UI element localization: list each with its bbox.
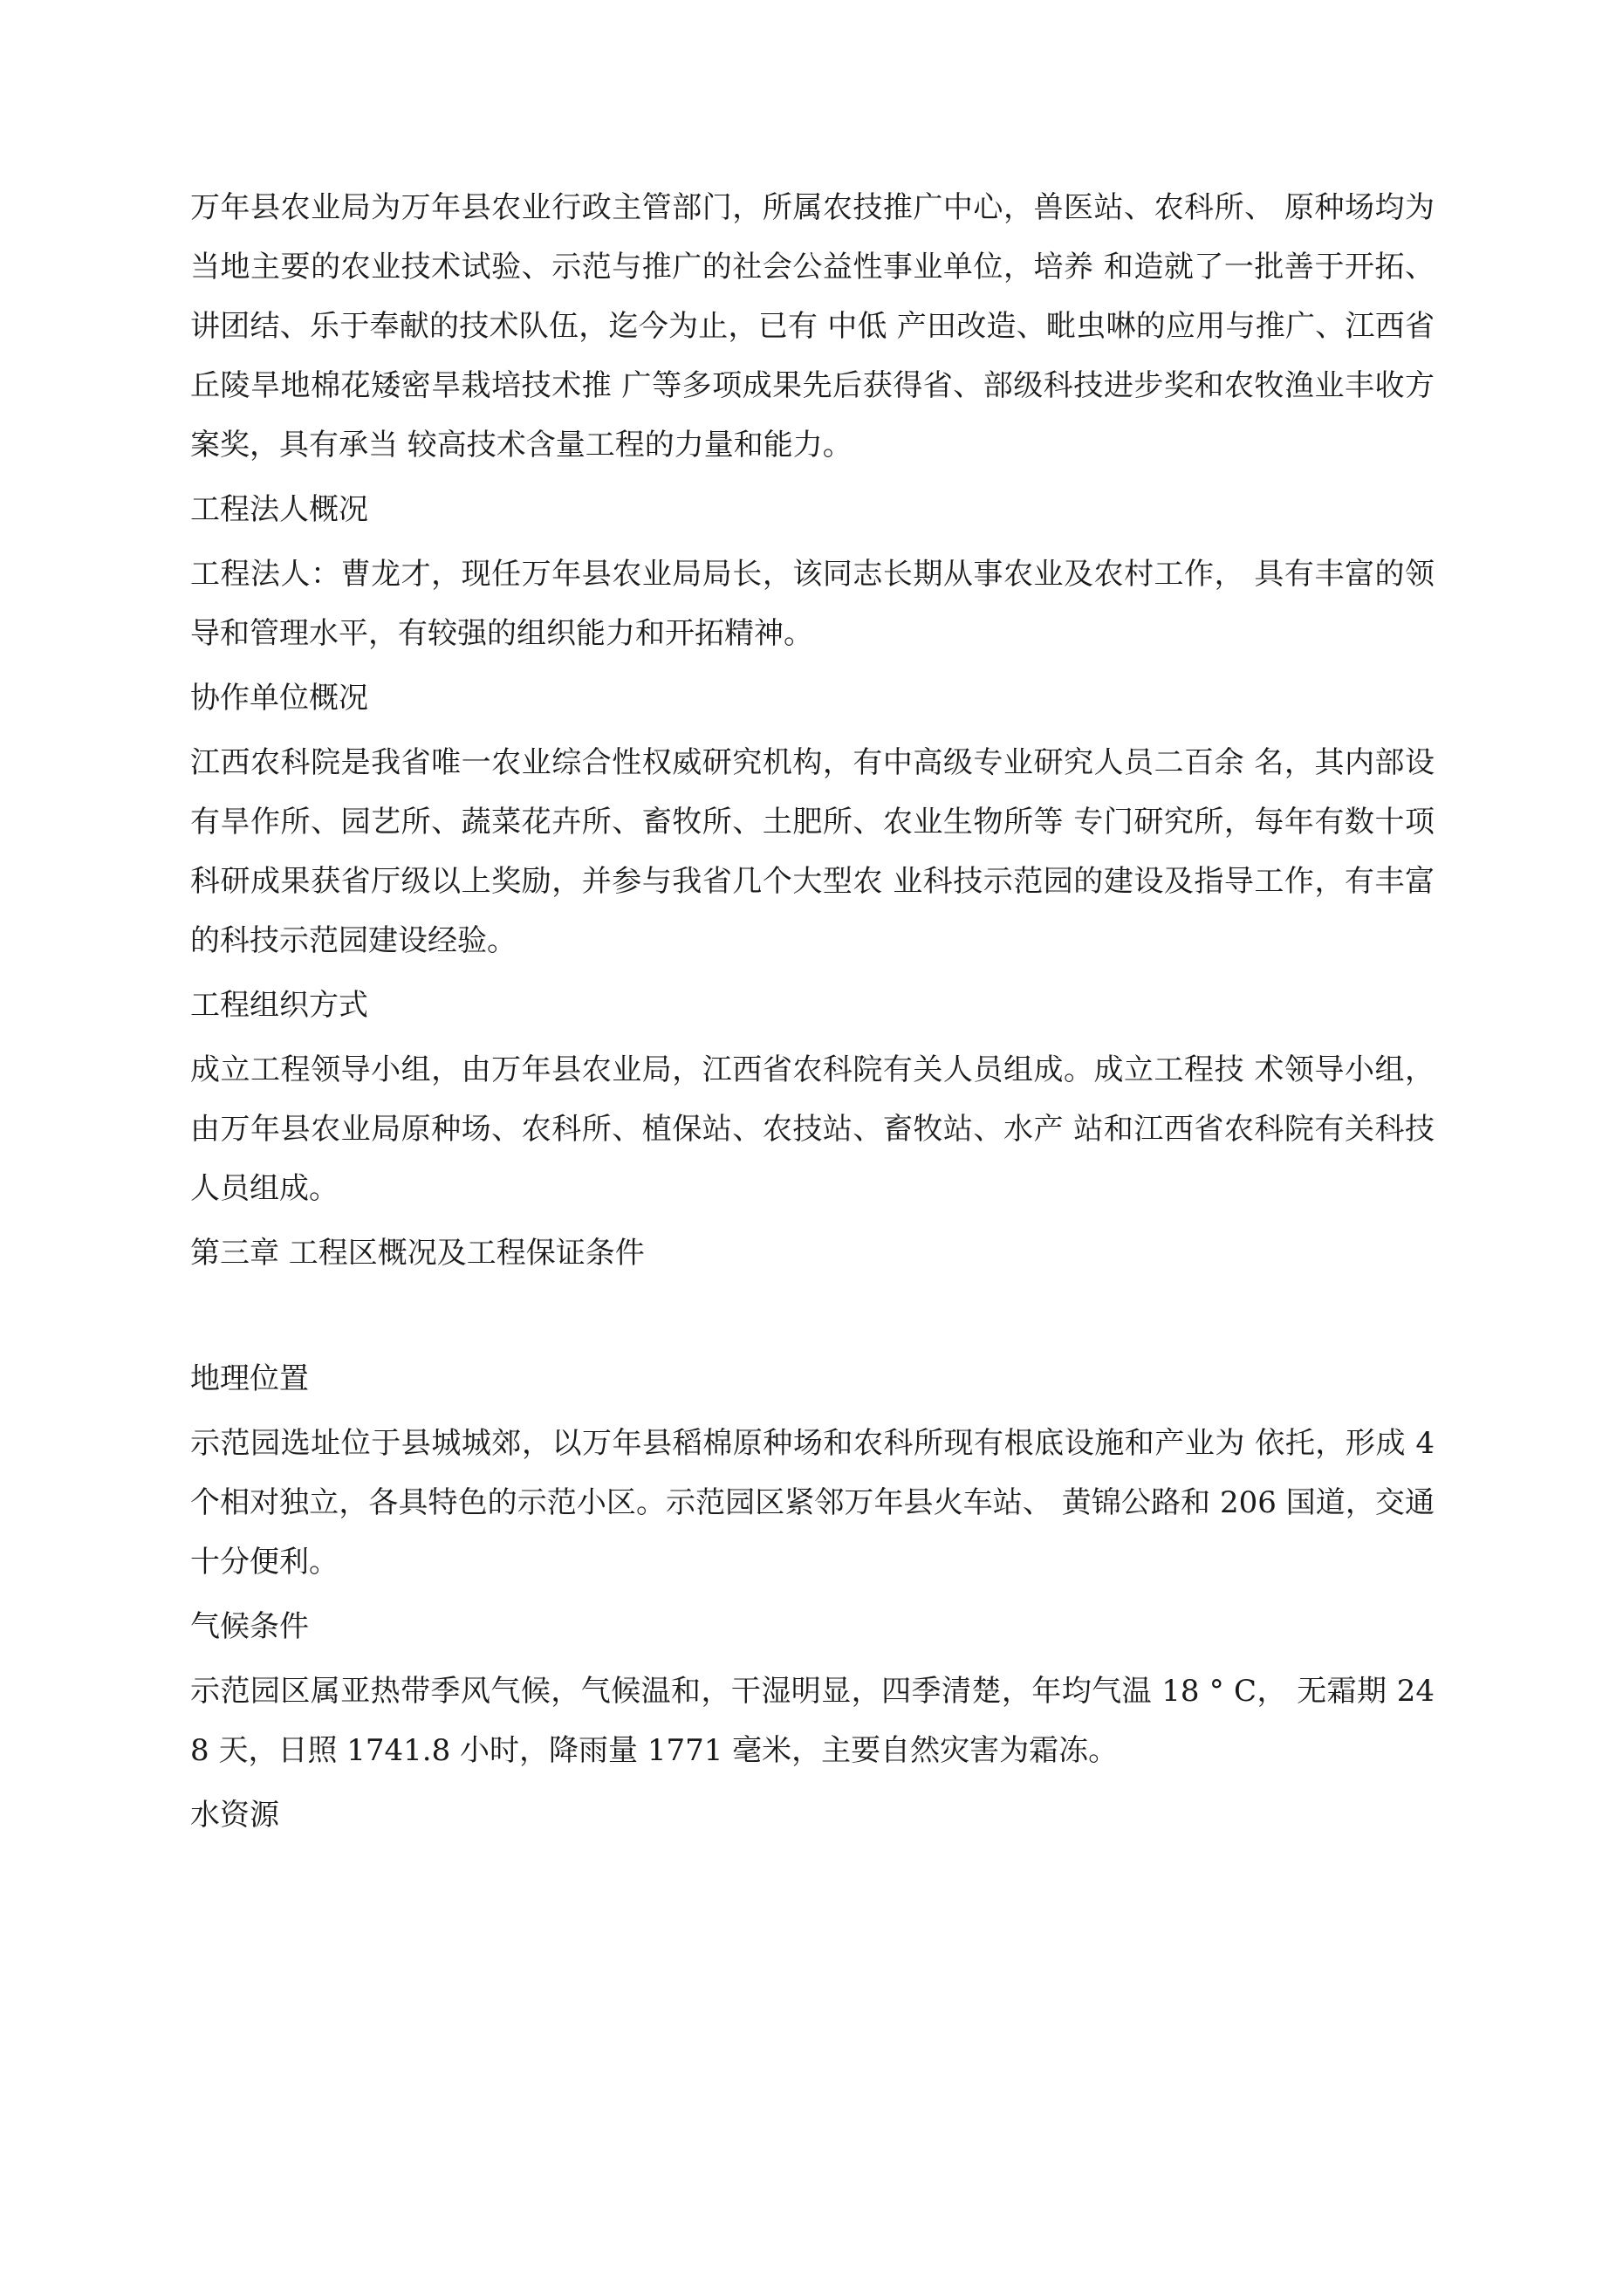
organization-paragraph: 成立工程领导小组，由万年县农业局，江西省农科院有关人员组成。成立工程技 术领导小组，由万年县农业局原种场、农科所、植保站、农技站、畜牧站、水产 站和江西省农科院有关科技人员组成。 — [190, 1052, 1435, 1206]
heading-water-resources: 水资源 — [190, 1798, 279, 1833]
chapter-three-title: 第三章 工程区概况及工程保证条件 — [190, 1236, 645, 1271]
cooperating-unit-paragraph: 江西农科院是我省唯一农业综合性权威研究机构，有中高级专业研究人员二百余 名，其内部设有旱作所、园艺所、蔬菜花卉所、畜牧所、土肥所、农业生物所等 专门研究所，每年有数十项科研成果获省厅级以上奖励，并参与我省几个大型农 业科技示范园的建设及指导工作，有丰富的科技示范园建设经验。 — [190, 745, 1435, 958]
document-page — [190, 178, 1435, 1850]
heading-geographic-location: 地理位置 — [190, 1361, 309, 1396]
climate-paragraph: 示范园区属亚热带季风气候，气候温和，干湿明显，四季清楚，年均气温 18 ° C， 无霜期 248 天，日照 1741.8 小时，降雨量 1771 毫米，主要自然灾害为霜冻。 — [190, 1674, 1435, 1768]
intro-paragraph: 万年县农业局为万年县农业行政主管部门，所属农技推广中心，兽医站、农科所、 原种场均为当地主要的农业技术试验、示范与推广的社会公益性事业单位，培养 和造就了一批善于开拓、讲团结、乐于奉献的技术队伍，迄今为止，已有 中低 产田改造、毗虫啉的应用与推广、江西省丘陵旱地棉花矮密旱栽培技术推 广等多项成果先后获得省、部级科技进步奖和农牧渔业丰收方案奖，具有承当 较高技术含量工程的力量和能力。 — [190, 190, 1435, 463]
heading-project-legal-person: 工程法人概况 — [190, 492, 368, 527]
heading-project-organization: 工程组织方式 — [190, 988, 368, 1023]
heading-climate: 气候条件 — [190, 1609, 309, 1644]
geographic-paragraph: 示范园选址位于县城城郊，以万年县稻棉原种场和农科所现有根底设施和产业为 依托，形成 4 个相对独立，各具特色的示范小区。示范园区紧邻万年县火车站、 黄锦公路和 206 国道，交通十分便利。 — [190, 1426, 1435, 1580]
legal-person-paragraph: 工程法人：曹龙才，现任万年县农业局局长，该同志长期从事农业及农村工作， 具有丰富的领导和管理水平，有较强的组织能力和开拓精神。 — [190, 557, 1435, 651]
heading-cooperating-unit: 协作单位概况 — [190, 681, 368, 716]
